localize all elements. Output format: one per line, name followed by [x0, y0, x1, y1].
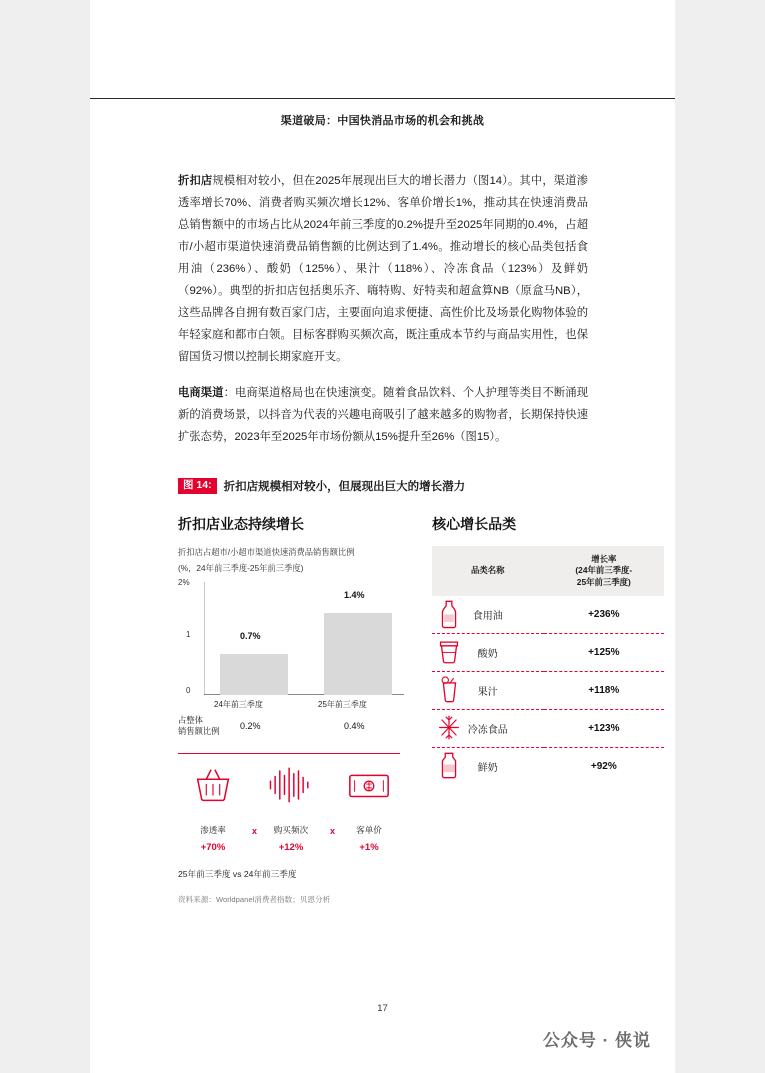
figure-title: 折扣店规模相对较小，但展现出巨大的增长潜力: [223, 481, 466, 493]
figure-number-badge: 图 14:: [178, 478, 217, 494]
table-row: [432, 748, 664, 786]
category-name: 果汁: [477, 687, 498, 699]
header-growth-line1: 增长率: [591, 554, 617, 564]
source-note: 资料来源：Worldpanel消费者指数；贝恩分析: [178, 895, 331, 905]
header-growth-line2: (24年前三季度-: [575, 565, 633, 576]
category-growth: +125%: [544, 634, 665, 672]
figure-14: [178, 478, 678, 905]
juice-glass-icon: [436, 674, 462, 707]
share-value-2024: 0.2%: [240, 721, 261, 732]
table-header-row: [432, 546, 664, 596]
paragraph-text-1: 规模相对较小，但在2025年展现出巨大的增长潜力（图14）。其中，渠道渗透率增长70%、消费者购买频次增长12%、客单价增长1%，推动其在快速消费品总销售额中的市场占比从2024年前三季度的0.2%提升至2025年同期的0.4%，占超市/小超市渠道快速消费品销售额的比例达到了1.4%。推动增长的核心品类包括食用油（236%）、酸奶（125%）、果汁（118%）、冷冻食品（123%）及鲜奶（92%）。典型的折扣店包括奥乐齐、嗨特购、好特卖和超盒算NB（原盒马NB），这些品牌各自拥有数百家门店，主要面向追求便捷、高性价比及场景化购物体验的年轻家庭和都市白领。目标客群购买频次高，既注重成本节约与商品实用性，也保留国货习惯以控制长期家庭开支。: [178, 175, 588, 364]
snowflake-icon: [436, 712, 462, 745]
left-panel-title: 折扣店业态持续增长: [178, 516, 304, 532]
header-category-name: 品类名称: [432, 546, 543, 596]
paragraph-lead-2: 电商渠道: [178, 387, 224, 400]
operator-2: x: [330, 826, 336, 837]
red-divider: [178, 753, 400, 754]
share-label: [178, 715, 220, 737]
bar-2025: [324, 613, 392, 695]
category-name: 鲜奶: [477, 763, 498, 775]
share-label-line2: 销售额比例: [178, 726, 220, 737]
operator-1: x: [252, 826, 258, 837]
watermark: 公众号 · 侠说: [542, 1031, 651, 1050]
category-name: 冷冻食品: [467, 725, 508, 737]
x-label-2025: 25年前三季度: [318, 700, 367, 710]
category-growth-table: [432, 546, 664, 785]
table-row: [432, 634, 664, 672]
bar-label-2024: 0.7%: [240, 631, 261, 642]
body-copy: [178, 170, 588, 462]
bar-2024: [220, 654, 288, 695]
driver-names-row: [178, 824, 414, 842]
share-of-total-row: [178, 715, 414, 749]
left-panel-subcaption-line1: 折扣店占超市/小超市渠道快速消费品销售额比例: [178, 547, 355, 557]
price-icon-cell: [334, 762, 404, 813]
left-panel-subcaption-line2: (%，24年前三季度-25年前三季度): [178, 563, 304, 574]
figure-body: [178, 514, 678, 905]
oil-bottle-icon: [436, 598, 462, 631]
y-tick-zero: 0: [186, 686, 191, 696]
driver-icons-row: [178, 762, 414, 824]
table-row: [432, 710, 664, 748]
figure-title-row: [178, 478, 678, 494]
share-value-2025: 0.4%: [344, 721, 365, 732]
category-growth: +123%: [544, 710, 665, 748]
paragraph-discount-stores: [178, 170, 588, 368]
table-row: [432, 672, 664, 710]
paragraph-text-2: ：电商渠道格局也在快速演变。随着食品饮料、个人护理等类目不断涌现新的消费场景，以抖音为代表的兴趣电商吸引了越来越多的购物者，长期保持快速扩张态势，2023年至2025年市场份额从15%提升至26%（图15）。: [178, 387, 588, 444]
frequency-icon-cell: [256, 762, 326, 813]
page-number: 17: [377, 1003, 388, 1014]
table-row: [432, 596, 664, 634]
driver-values-row: [178, 842, 414, 862]
banknote-icon: [344, 762, 394, 808]
soundwave-icon: [263, 762, 319, 808]
y-tick-mid: 1: [186, 630, 191, 640]
metric-value-price: +1%: [359, 842, 379, 854]
share-label-line1: 占整体: [178, 715, 203, 726]
metric-value-penetration: +70%: [200, 842, 226, 854]
header-growth-line3: 25年前三季度): [576, 576, 631, 587]
paragraph-ecommerce: [178, 382, 588, 448]
header-growth-rate: [544, 546, 665, 596]
paragraph-lead-1: 折扣店: [178, 175, 213, 187]
basket-icon: [190, 762, 236, 808]
running-header: 渠道破局：中国快消品市场的机会和挑战: [280, 115, 485, 127]
right-panel-title: 核心增长品类: [432, 516, 517, 532]
bar-label-2025: 1.4%: [344, 590, 365, 601]
document-page: [90, 0, 675, 1073]
x-label-2024: 24年前三季度: [214, 700, 263, 710]
metric-name-frequency: 购买频次: [273, 825, 309, 836]
category-growth: +118%: [544, 672, 665, 710]
category-growth: +92%: [590, 761, 617, 773]
yogurt-cup-icon: [436, 636, 462, 669]
header-divider: [90, 98, 675, 99]
category-name: 食用油: [472, 611, 503, 623]
discount-share-bar-chart: [178, 578, 414, 713]
metric-name-price: 客单价: [356, 825, 382, 836]
penetration-icon-cell: [178, 762, 248, 813]
milk-bottle-icon: [436, 750, 462, 783]
comparison-note: 25年前三季度 vs 24年前三季度: [178, 869, 297, 880]
category-name: 酸奶: [477, 649, 498, 661]
metric-value-frequency: +12%: [278, 842, 304, 854]
y-axis: [204, 582, 205, 694]
figure-left-panel: [178, 514, 414, 905]
figure-right-panel: [414, 514, 678, 905]
metric-name-penetration: 渗透率: [200, 825, 226, 836]
y-tick-top: 2%: [178, 578, 190, 588]
category-growth: +236%: [544, 596, 665, 634]
